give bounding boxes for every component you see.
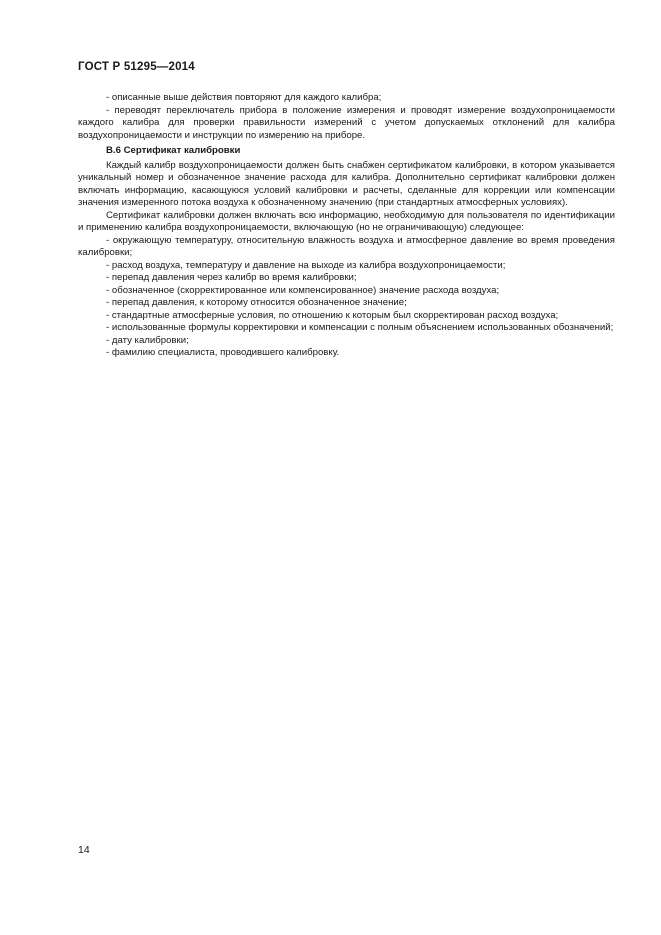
list-item: - дату калибровки;: [106, 334, 189, 346]
list-item: - расход воздуха, температуру и давление на выходе из калибра воздухопроницаемости;: [106, 259, 506, 271]
document-header: ГОСТ Р 51295—2014: [78, 61, 195, 73]
page-number: 14: [78, 844, 90, 856]
list-item: - окружающую температуру, относительную влажность воздуха и атмосферное давление во время проведения калибровки;: [78, 234, 615, 258]
section-heading: В.6 Сертификат калибровки: [106, 145, 241, 156]
list-item: - обозначенное (скорректированное или компенсированное) значение расхода воздуха;: [106, 284, 500, 296]
document-body: [78, 92, 615, 360]
paragraph: - переводят переключатель прибора в положение измерения и проводят измерение воздухопроницаемости каждого калибра для проверки правильности измерений с учетом допускаемых отклонений для калибра воздухопроницаемости и инструкции по измерению на приборе.: [78, 104, 615, 141]
list-item: - использованные формулы корректировки и компенсации с полным объяснением использованных обозначений;: [106, 322, 614, 333]
paragraph: - описанные выше действия повторяют для каждого калибра;: [106, 92, 382, 103]
paragraph: Каждый калибр воздухопроницаемости должен быть снабжен сертификатом калибровки, в котором указывается уникальный номер и обозначенное значение расхода для калибра. Дополнительно сертификат калибровки должен включать информацию, касающуюся условий калибровки и расчеты, сделанные для коррекции или компенсации значения измеренного потока воздуха к обозначенному значению (при стандартных атмосферных условиях).: [78, 159, 615, 208]
paragraph: Сертификат калибровки должен включать всю информацию, необходимую для пользователя по идентификации и применению калибра воздухопроницаемости, включающую (но не ограничивающую) следующее:: [78, 209, 615, 233]
list-item: - перепад давления через калибр во время калибровки;: [106, 272, 357, 283]
list-item: - фамилию специалиста, проводившего калибровку.: [106, 347, 340, 358]
list-item: - стандартные атмосферные условия, по отношению к которым был скорректирован расход воздуха;: [106, 309, 559, 321]
list-item: - перепад давления, к которому относится обозначенное значение;: [106, 297, 407, 308]
